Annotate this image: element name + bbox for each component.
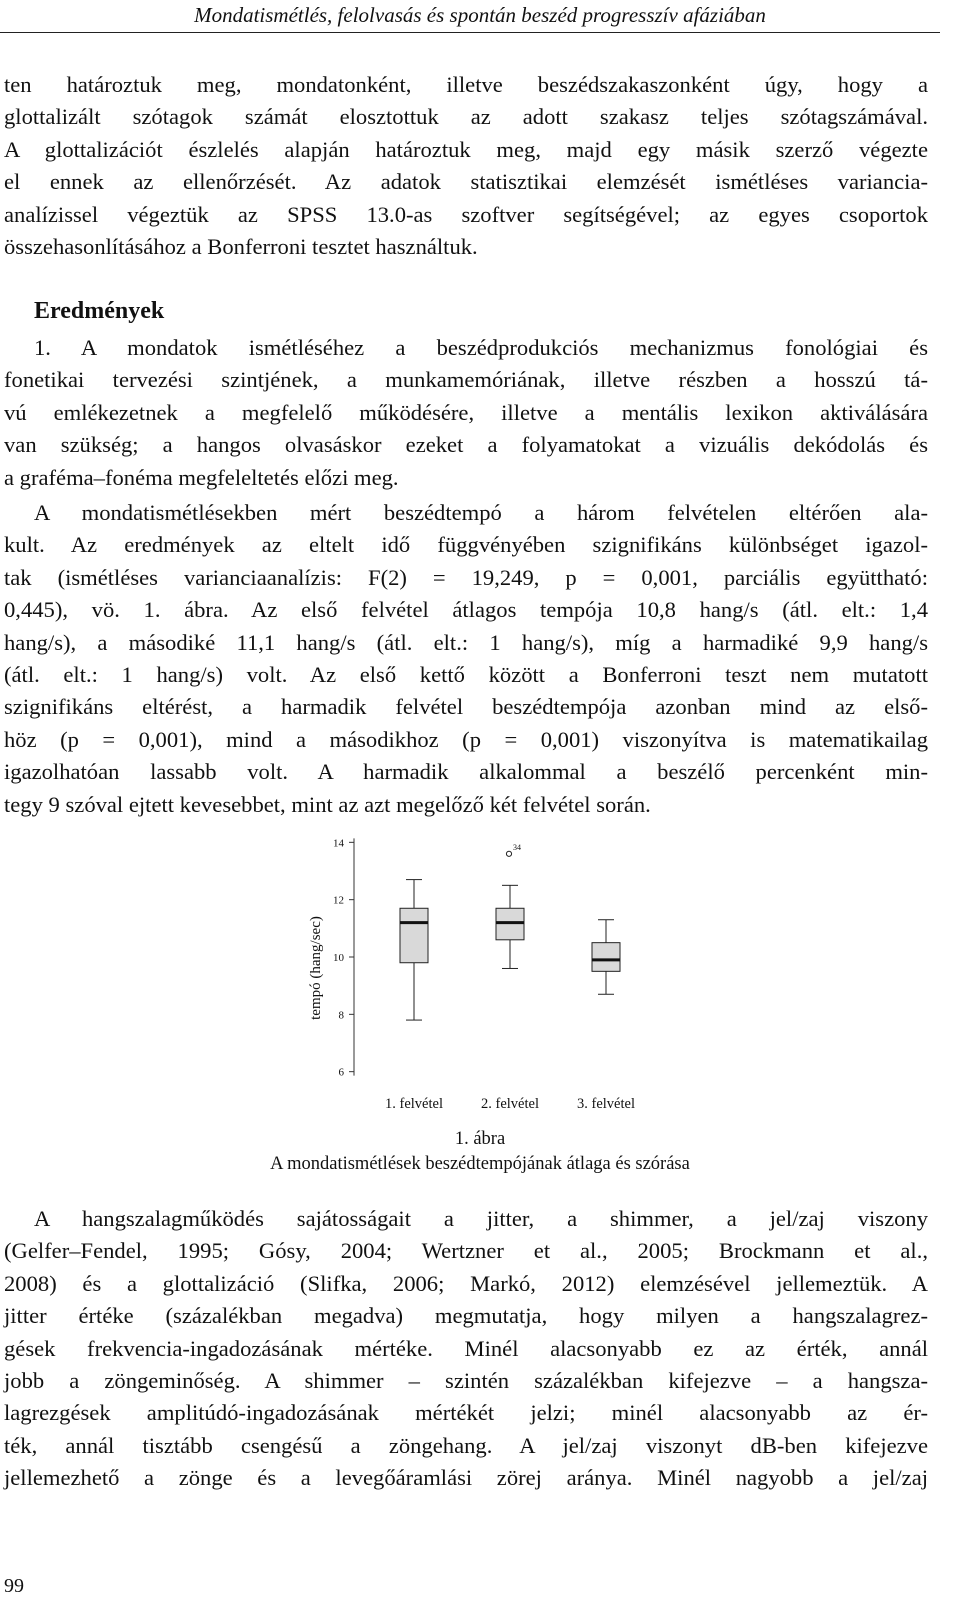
box-iqr <box>400 908 428 962</box>
y-axis-label: tempó (hang/sec) <box>308 916 324 1020</box>
text-line: höz (p = 0,001), mind a másodikhoz (p = 0,001) viszonyítva is matematikailag <box>4 726 928 752</box>
text-line: vú emlékezetnek a megfelelő működésére, illetve a mentális lexikon aktiválására <box>4 399 928 425</box>
text-line: A hangszalagműködés sajátosságait a jitter, a shimmer, a jel/zaj viszony <box>34 1206 928 1231</box>
text-line: hang/s), a másodiké 11,1 hang/s (átl. elt.: 1 hang/s), míg a harmadiké 9,9 hang/s <box>4 629 928 655</box>
closing-paragraph <box>4 1203 928 1495</box>
text-line: kult. Az eredmények az eltelt idő függvényében szignifikáns különbséget igazol- <box>4 532 928 558</box>
text-line: lagrezgések amplitúdó-ingadozásának mértékét jelzi; minél alacsonyabb az ér- <box>4 1400 928 1426</box>
text-line: analízissel végeztük az SPSS 13.0-as szoftver segítségével; az egyes csoportok <box>4 201 928 227</box>
boxplot-figure <box>290 828 670 1118</box>
text-line: van szükség; a hangos olvasáskor ezeket a folyamatokat a vizuális dekódolás és <box>4 432 928 458</box>
y-tick-label: 12 <box>333 894 344 907</box>
text-line: 2008) és a glottalizáció (Slifka, 2006; Markó, 2012) elemzésével jellemeztük. A <box>4 1270 928 1296</box>
y-tick-label: 10 <box>333 952 344 964</box>
outlier-point <box>506 851 511 856</box>
text-line: (Gelfer–Fendel, 1995; Gósy, 2004; Wertzner et al., 2005; Brockmann et al., <box>4 1238 928 1264</box>
text-line: 0,445), vö. 1. ábra. Az első felvétel átlagos tempója 10,8 hang/s (átl. elt.: 1,4 <box>4 597 928 623</box>
text-line: szignifikáns eltérést, a harmadik felvétel beszédtempója azonban mind az első- <box>4 694 928 720</box>
text-line: 1. A mondatok ismétléséhez a beszédprodukciós mechanizmus fonológiai és <box>34 335 928 360</box>
text-line: gések frekvencia-ingadozásának mértéke. Minél alacsonyabb ez az érték, annál <box>4 1335 928 1361</box>
results-paragraph-1 <box>4 332 928 494</box>
text-line: jobb a zöngeminőség. A shimmer – szintén százalékban kifejezve – a hangsza- <box>4 1368 928 1394</box>
running-title: Mondatismétlés, felolvasás és spontán beszéd progresszív afáziában <box>194 3 766 27</box>
text-line: fonetikai tervezési szintjének, a munkamemóriának, illetve részben a hosszú tá- <box>4 367 928 393</box>
x-tick-label: 3. felvétel <box>577 1096 635 1112</box>
page-number: 99 <box>4 1575 24 1597</box>
y-tick-label: 14 <box>333 837 344 850</box>
text-line: glottalizált szótagok számát elosztottuk az adott szakasz teljes szótagszámával. <box>4 104 928 130</box>
header-rule <box>0 32 940 33</box>
x-tick-label: 1. felvétel <box>385 1096 443 1112</box>
text-line: összehasonlításához a Bonferroni tesztet használtuk. <box>4 234 478 260</box>
results-paragraph-2 <box>4 497 928 821</box>
text-line: a graféma–fonéma megfeleltetés előzi meg. <box>4 464 399 490</box>
boxplot-chart <box>290 828 670 1118</box>
y-tick-label: 8 <box>338 1009 344 1022</box>
figure-number: 1. ábra <box>454 1129 506 1149</box>
text-line: A mondatismétlésekben mért beszédtempó a három felvételen eltérően ala- <box>34 500 928 525</box>
intro-paragraph <box>4 69 928 263</box>
x-tick-label: 2. felvétel <box>481 1096 539 1112</box>
text-line: (átl. elt.: 1 hang/s) volt. Az első kettő között a Bonferroni teszt nem mutatott <box>4 662 928 688</box>
outlier-label: 34 <box>513 842 521 852</box>
text-line: igazolhatóan lassabb volt. A harmadik alkalommal a beszélő percenként min- <box>4 759 928 785</box>
y-tick-label: 6 <box>338 1066 344 1079</box>
text-line: jellemezhető a zönge és a levegőáramlási zörej aránya. Minél nagyobb a jel/zaj <box>4 1465 928 1491</box>
box-iqr <box>592 943 620 972</box>
text-line: tak (ismétléses varianciaanalízis: F(2) = 19,249, p = 0,001, parciális együttható: <box>4 564 928 590</box>
text-line: tegy 9 szóval ejtett kevesebbet, mint az azt megelőző két felvétel során. <box>4 791 651 817</box>
text-line: el ennek az ellenőrzését. Az adatok statisztikai elemzését ismétléses variancia- <box>4 169 928 195</box>
figure-caption: A mondatismétlések beszédtempójának átlaga és szórása <box>270 1154 690 1174</box>
text-line: ték, annál tisztább csengésű a zöngehang. A jel/zaj viszonyt dB-ben kifejezve <box>4 1432 928 1458</box>
text-line: A glottalizációt észlelés alapján határoztuk meg, majd egy másik szerző végezte <box>4 136 928 162</box>
text-line: ten határoztuk meg, mondatonként, illetve beszédszakaszonként úgy, hogy a <box>4 72 928 97</box>
section-heading: Eredmények <box>34 298 165 324</box>
text-line: jitter értéke (százalékban megadva) megmutatja, hogy milyen a hangszalagrez- <box>4 1303 928 1329</box>
